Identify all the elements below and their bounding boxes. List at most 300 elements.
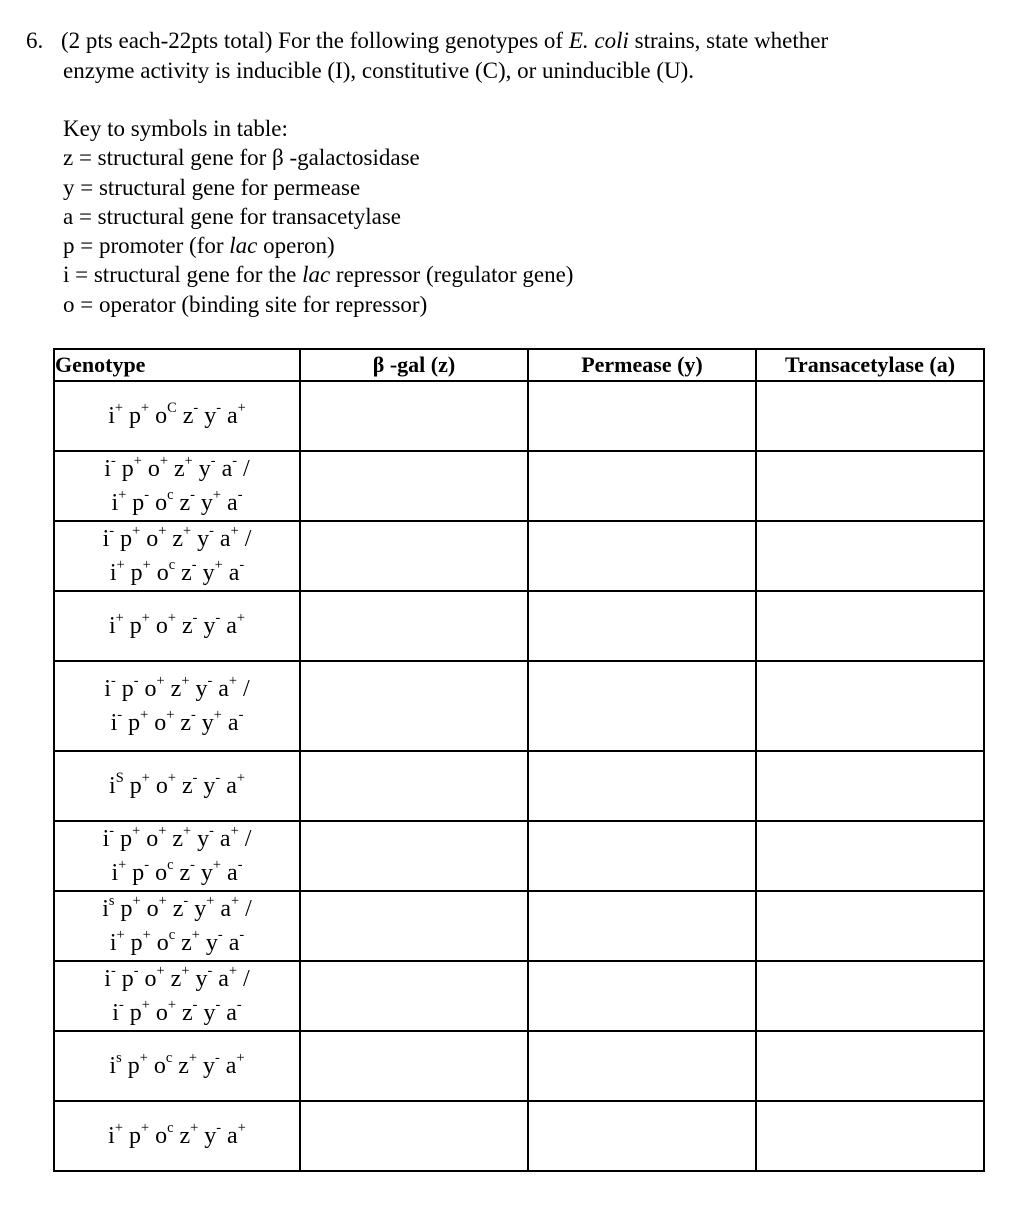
transacetylase-answer-cell[interactable]: [756, 891, 984, 961]
permease-answer-cell[interactable]: [528, 891, 756, 961]
allele: y: [203, 613, 216, 639]
allele: i: [108, 613, 116, 639]
allele-superscript: -: [110, 962, 116, 979]
genotype-table: [53, 348, 985, 1172]
allele-superscript: +: [140, 1119, 150, 1136]
allele: z: [182, 1000, 193, 1026]
allele: /: [245, 896, 252, 922]
allele-superscript: -: [193, 399, 199, 416]
allele: a: [228, 930, 240, 956]
genotype-line: [55, 856, 299, 890]
allele-superscript: +: [228, 672, 238, 689]
allele-superscript: +: [139, 1049, 148, 1066]
header-beta-gal: β -gal (z): [300, 349, 528, 381]
header-transacetylase: Transacetylase (a): [756, 349, 984, 381]
allele: o: [144, 676, 157, 702]
genotype-line: [55, 399, 299, 433]
key-i: i = structural gene for the lac repressor (regulator gene): [63, 262, 574, 288]
allele: o: [147, 456, 160, 482]
allele-superscript: -: [191, 556, 197, 573]
allele: i: [109, 560, 117, 586]
allele-superscript: -: [192, 996, 198, 1013]
transacetylase-answer-cell[interactable]: [756, 521, 984, 591]
allele-superscript: +: [230, 522, 239, 539]
permease-answer-cell[interactable]: [528, 1101, 756, 1171]
allele-superscript: +: [156, 962, 165, 979]
allele: o: [155, 1123, 168, 1149]
table-row: [54, 891, 984, 961]
allele: z: [181, 773, 193, 799]
allele: p: [129, 1000, 142, 1026]
allele: p: [130, 560, 143, 586]
allele: y: [200, 490, 213, 516]
allele: i: [104, 966, 111, 992]
key-o: o = operator (binding site for repressor): [63, 291, 428, 317]
allele: z: [172, 896, 184, 922]
allele: i: [109, 773, 116, 799]
genotype-line: [55, 452, 299, 486]
species-name: E. coli: [568, 28, 629, 53]
genotype-cell: [54, 1031, 300, 1101]
permease-answer-cell[interactable]: [528, 521, 756, 591]
genotype-line: [55, 706, 299, 740]
allele-superscript: +: [142, 926, 151, 943]
genotype-cell: [54, 451, 300, 521]
allele: y: [198, 456, 211, 482]
allele: i: [110, 710, 118, 736]
allele: a: [227, 403, 238, 429]
allele-superscript: -: [210, 452, 216, 469]
allele-superscript: s: [108, 892, 115, 909]
transacetylase-answer-cell[interactable]: [756, 1101, 984, 1171]
allele: z: [172, 526, 183, 552]
allele-superscript: -: [216, 1119, 222, 1136]
allele-superscript: -: [238, 706, 244, 723]
allele: a: [221, 456, 233, 482]
allele: a: [227, 1123, 238, 1149]
allele: a: [218, 676, 229, 702]
allele-superscript: +: [184, 452, 193, 469]
allele: y: [204, 403, 217, 429]
allele-superscript: +: [230, 892, 240, 909]
allele-superscript: -: [192, 609, 198, 626]
allele-superscript: c: [168, 926, 176, 943]
table-row: [54, 661, 984, 751]
allele-superscript: -: [237, 486, 243, 503]
genotype-cell: [54, 521, 300, 591]
genotype-line: [55, 822, 299, 856]
allele: i: [112, 1000, 119, 1026]
allele: p: [129, 403, 142, 429]
allele-superscript: -: [207, 672, 213, 689]
allele-superscript: c: [167, 1119, 174, 1136]
question-line-2: enzyme activity is inducible (I), constitutive (C), or uninducible (U).: [63, 58, 695, 83]
allele: y: [197, 826, 210, 852]
allele-superscript: +: [236, 1049, 245, 1066]
table-row: [54, 451, 984, 521]
allele: a: [227, 710, 239, 736]
key-z: z = structural gene for β -galactosidase: [63, 145, 420, 171]
allele-superscript: +: [167, 609, 176, 626]
allele-superscript: -: [133, 672, 139, 689]
allele-superscript: +: [116, 556, 125, 573]
allele-superscript: +: [158, 522, 167, 539]
allele: y: [203, 1000, 216, 1026]
genotype-line: [55, 892, 299, 926]
allele-superscript: +: [190, 1119, 199, 1136]
beta-gal-answer-cell[interactable]: [300, 521, 528, 591]
allele: y: [205, 930, 218, 956]
transacetylase-answer-cell[interactable]: [756, 751, 984, 821]
allele: /: [243, 676, 250, 702]
allele: z: [179, 860, 191, 886]
allele-superscript: -: [232, 452, 238, 469]
allele-superscript: +: [114, 1119, 123, 1136]
allele: z: [172, 826, 183, 852]
genotype-line: [55, 962, 299, 996]
allele-superscript: +: [118, 856, 127, 873]
allele: a: [226, 773, 237, 799]
allele: y: [203, 773, 216, 799]
allele: i: [108, 1123, 115, 1149]
allele-superscript: +: [114, 399, 124, 416]
allele: y: [203, 1053, 215, 1079]
allele-superscript: -: [117, 706, 123, 723]
allele: a: [226, 613, 237, 639]
allele: p: [129, 773, 142, 799]
transacetylase-answer-cell[interactable]: [756, 821, 984, 891]
allele: o: [156, 560, 169, 586]
allele: z: [170, 676, 182, 702]
allele: i: [102, 826, 110, 852]
table-row: [54, 751, 984, 821]
allele-superscript: s: [116, 1049, 122, 1066]
allele: p: [130, 930, 143, 956]
allele: z: [180, 710, 191, 736]
transacetylase-answer-cell[interactable]: [756, 451, 984, 521]
allele-superscript: +: [156, 672, 165, 689]
allele-superscript: +: [142, 556, 151, 573]
allele-superscript: c: [167, 856, 174, 873]
allele: i: [109, 1053, 117, 1079]
allele: a: [228, 560, 240, 586]
allele: z: [174, 456, 185, 482]
genotype-cell: [54, 961, 300, 1031]
allele: o: [155, 490, 168, 516]
allele-superscript: +: [188, 1049, 197, 1066]
allele: p: [132, 490, 145, 516]
table-row: [54, 591, 984, 661]
allele: p: [121, 456, 134, 482]
genotype-line: [55, 522, 299, 556]
transacetylase-answer-cell[interactable]: [756, 961, 984, 1031]
table-row: [54, 961, 984, 1031]
allele: a: [219, 826, 231, 852]
allele-superscript: -: [209, 822, 214, 839]
allele-superscript: +: [141, 996, 150, 1013]
allele: i: [111, 490, 119, 516]
genotype-line: [55, 1119, 299, 1153]
allele-superscript: -: [144, 486, 150, 503]
symbol-key: [63, 114, 573, 319]
permease-answer-cell[interactable]: [528, 381, 756, 451]
genotype-cell: [54, 661, 300, 751]
allele-superscript: +: [181, 672, 190, 689]
allele-superscript: +: [158, 892, 167, 909]
transacetylase-answer-cell[interactable]: [756, 1031, 984, 1101]
genotype-line: [55, 672, 299, 706]
allele: y: [195, 676, 208, 702]
allele: a: [220, 896, 231, 922]
allele-superscript: -: [109, 822, 115, 839]
allele: i: [102, 896, 109, 922]
allele-superscript: +: [212, 486, 222, 503]
allele-superscript: +: [167, 996, 176, 1013]
allele: z: [182, 613, 193, 639]
allele-superscript: +: [213, 706, 222, 723]
allele: z: [179, 1123, 191, 1149]
allele-superscript: +: [132, 892, 141, 909]
allele: o: [146, 526, 159, 552]
allele-superscript: c: [168, 556, 176, 573]
question-number: 6.: [26, 28, 44, 53]
allele-superscript: +: [159, 452, 168, 469]
allele-superscript: +: [167, 769, 176, 786]
permease-answer-cell[interactable]: [528, 821, 756, 891]
allele: /: [244, 826, 252, 852]
beta-gal-answer-cell[interactable]: [300, 661, 528, 751]
genotype-cell: [54, 591, 300, 661]
allele: a: [227, 490, 238, 516]
allele: y: [200, 860, 213, 886]
allele-superscript: +: [191, 926, 200, 943]
allele-superscript: -: [144, 856, 150, 873]
table-row: [54, 521, 984, 591]
allele: p: [128, 1123, 141, 1149]
allele-superscript: -: [110, 672, 116, 689]
table-row: [54, 821, 984, 891]
permease-answer-cell[interactable]: [528, 751, 756, 821]
genotype-line: [55, 996, 299, 1030]
allele: /: [243, 456, 250, 482]
genotype-cell: [54, 751, 300, 821]
allele: o: [154, 710, 167, 736]
allele-superscript: +: [183, 822, 192, 839]
allele: o: [156, 930, 169, 956]
allele-superscript: -: [133, 962, 139, 979]
allele: y: [197, 526, 210, 552]
genotype-line: [55, 926, 299, 960]
allele: o: [146, 896, 159, 922]
allele-superscript: -: [217, 926, 223, 943]
beta-gal-answer-cell[interactable]: [300, 1031, 528, 1101]
permease-answer-cell[interactable]: [528, 661, 756, 751]
key-title: Key to symbols in table:: [63, 116, 288, 141]
allele: z: [170, 966, 182, 992]
allele: y: [195, 966, 208, 992]
key-a: a = structural gene for transacetylase: [63, 203, 402, 229]
allele-superscript: -: [118, 996, 124, 1013]
allele: p: [120, 896, 133, 922]
allele-superscript: +: [132, 522, 141, 539]
allele-superscript: +: [132, 822, 141, 839]
allele: y: [204, 1123, 217, 1149]
allele-superscript: +: [181, 962, 190, 979]
allele-superscript: -: [239, 556, 245, 573]
allele-superscript: -: [215, 609, 221, 626]
transacetylase-answer-cell[interactable]: [756, 661, 984, 751]
key-p: p = promoter (for lac operon): [63, 233, 335, 259]
allele-superscript: +: [214, 556, 223, 573]
allele-superscript: C: [167, 399, 177, 416]
beta-gal-answer-cell[interactable]: [300, 591, 528, 661]
allele-superscript: +: [158, 822, 167, 839]
beta-gal-answer-cell[interactable]: [300, 451, 528, 521]
allele: p: [132, 860, 145, 886]
key-y: y = structural gene for permease: [63, 174, 361, 200]
table-header-row: [54, 349, 984, 381]
allele-superscript: +: [237, 399, 246, 416]
allele: z: [182, 403, 194, 429]
allele-superscript: -: [190, 486, 195, 503]
allele-superscript: +: [228, 962, 238, 979]
allele: o: [155, 403, 168, 429]
allele: o: [155, 1000, 168, 1026]
allele-superscript: +: [118, 486, 127, 503]
transacetylase-answer-cell[interactable]: [756, 381, 984, 451]
allele: p: [129, 613, 142, 639]
allele: i: [109, 930, 117, 956]
allele-superscript: +: [237, 1119, 246, 1136]
question-line-1: (2 pts each-22pts total) For the following genotypes of E. coli strains, state whether: [61, 28, 829, 53]
allele: o: [146, 826, 159, 852]
beta-gal-answer-cell[interactable]: [300, 961, 528, 1031]
allele: p: [121, 966, 134, 992]
allele: p: [127, 1053, 140, 1079]
allele: i: [111, 860, 119, 886]
allele: a: [219, 526, 231, 552]
allele: i: [108, 403, 115, 429]
allele-superscript: +: [133, 452, 142, 469]
allele-superscript: +: [206, 892, 215, 909]
allele: a: [218, 966, 229, 992]
allele-superscript: -: [215, 1049, 220, 1066]
beta-gal-answer-cell[interactable]: [300, 1101, 528, 1171]
beta-gal-answer-cell[interactable]: [300, 891, 528, 961]
allele-superscript: -: [215, 769, 221, 786]
allele: a: [227, 860, 238, 886]
permease-answer-cell[interactable]: [528, 591, 756, 661]
genotype-cell: [54, 381, 300, 451]
allele-superscript: +: [116, 926, 125, 943]
allele: o: [155, 773, 168, 799]
genotype-line: [55, 769, 299, 803]
allele: z: [181, 930, 192, 956]
allele: i: [104, 676, 111, 702]
allele-superscript: -: [239, 926, 245, 943]
allele: o: [155, 613, 168, 639]
allele-superscript: c: [165, 1049, 173, 1066]
allele: z: [179, 490, 191, 516]
allele: i: [102, 526, 110, 552]
allele-superscript: -: [236, 996, 242, 1013]
genotype-cell: [54, 821, 300, 891]
permease-answer-cell[interactable]: [528, 1031, 756, 1101]
header-genotype: Genotype: [54, 349, 300, 381]
genotype-cell: [54, 1101, 300, 1171]
allele: o: [155, 860, 168, 886]
allele-superscript: +: [230, 822, 239, 839]
allele-superscript: -: [209, 522, 214, 539]
allele: y: [202, 560, 215, 586]
allele-superscript: -: [183, 892, 189, 909]
allele: y: [201, 710, 214, 736]
allele: a: [226, 1000, 237, 1026]
allele-superscript: -: [109, 522, 115, 539]
allele-superscript: +: [166, 706, 175, 723]
allele-superscript: c: [167, 486, 174, 503]
table-row: [54, 381, 984, 451]
allele: p: [120, 526, 133, 552]
allele: y: [194, 896, 207, 922]
allele-superscript: -: [216, 399, 221, 416]
allele: o: [144, 966, 157, 992]
beta-gal-answer-cell[interactable]: [300, 381, 528, 451]
genotype-cell: [54, 891, 300, 961]
allele: /: [244, 526, 252, 552]
genotype-line: [55, 609, 299, 643]
allele-superscript: -: [190, 856, 195, 873]
genotype-line: [55, 556, 299, 590]
allele-superscript: -: [192, 769, 198, 786]
allele-superscript: +: [115, 609, 124, 626]
allele-superscript: -: [191, 706, 196, 723]
beta-gal-answer-cell[interactable]: [300, 751, 528, 821]
allele: p: [128, 710, 141, 736]
allele-superscript: +: [140, 706, 149, 723]
genotype-line: [55, 1049, 299, 1083]
allele-superscript: +: [141, 609, 150, 626]
allele-superscript: -: [215, 996, 221, 1013]
permease-answer-cell[interactable]: [528, 961, 756, 1031]
allele-superscript: +: [212, 856, 222, 873]
allele: o: [153, 1053, 166, 1079]
transacetylase-answer-cell[interactable]: [756, 591, 984, 661]
allele-superscript: +: [236, 609, 246, 626]
allele: p: [121, 676, 134, 702]
allele: a: [225, 1053, 237, 1079]
header-permease: Permease (y): [528, 349, 756, 381]
allele-superscript: -: [110, 452, 116, 469]
allele-superscript: +: [183, 522, 192, 539]
allele-superscript: +: [236, 769, 245, 786]
allele: p: [120, 826, 133, 852]
allele-superscript: S: [115, 769, 124, 786]
allele-superscript: -: [207, 962, 213, 979]
allele-superscript: -: [237, 856, 243, 873]
allele: /: [243, 966, 250, 992]
genotype-line: [55, 486, 299, 520]
table-row: [54, 1101, 984, 1171]
table-row: [54, 1031, 984, 1101]
permease-answer-cell[interactable]: [528, 451, 756, 521]
allele: i: [104, 456, 111, 482]
beta-gal-answer-cell[interactable]: [300, 821, 528, 891]
allele-superscript: +: [141, 399, 150, 416]
allele: z: [178, 1053, 189, 1079]
allele: z: [181, 560, 192, 586]
allele-superscript: +: [141, 769, 150, 786]
